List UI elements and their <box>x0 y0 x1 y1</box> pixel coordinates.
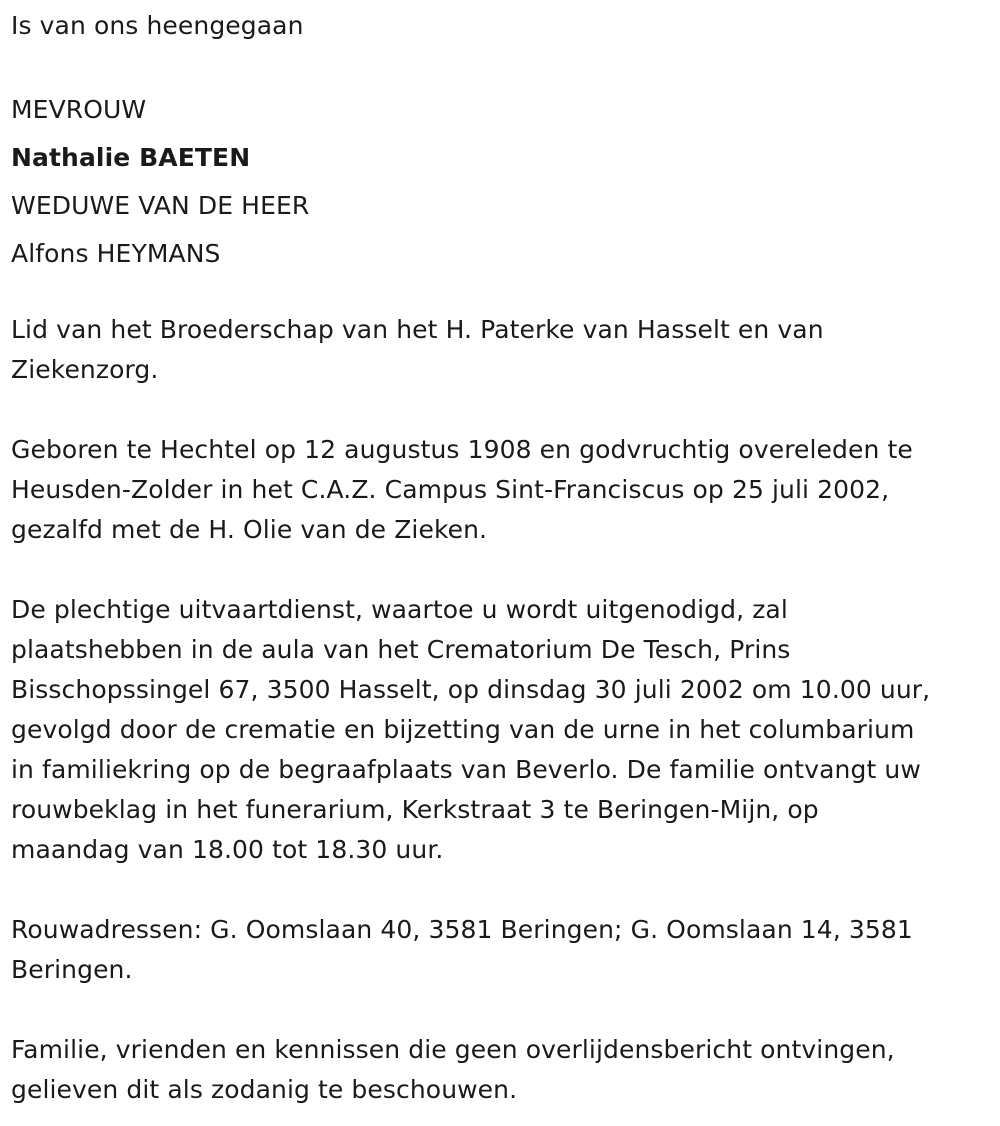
paragraph-line: Lid van het Broederschap van het H. Paterke van Hasselt en van <box>11 315 824 344</box>
membership-paragraph <box>11 310 986 390</box>
relation-line: WEDUWE VAN DE HEER <box>11 191 310 220</box>
spacer <box>11 390 986 430</box>
paragraph-line: De plechtige uitvaartdienst, waartoe u wordt uitgenodigd, zal <box>11 595 788 624</box>
spacer <box>11 870 986 910</box>
spouse-name: Alfons HEYMANS <box>11 239 221 268</box>
spacer <box>11 46 986 86</box>
spacer <box>11 278 986 310</box>
paragraph-line: gevolgd door de crematie en bijzetting van de urne in het columbarium <box>11 715 915 744</box>
title-line: MEVROUW <box>11 95 147 124</box>
paragraph-line: Heusden-Zolder in het C.A.Z. Campus Sint-Franciscus op 25 juli 2002, <box>11 475 890 504</box>
paragraph-line: rouwbeklag in het funerarium, Kerkstraat 3 te Beringen-Mijn, op <box>11 795 819 824</box>
paragraph-line: Beringen. <box>11 955 133 984</box>
paragraph-line: maandag van 18.00 tot 18.30 uur. <box>11 835 444 864</box>
paragraph-line: Geboren te Hechtel op 12 augustus 1908 en godvruchtig overeleden te <box>11 435 913 464</box>
deceased-name: Nathalie BAETEN <box>11 143 251 172</box>
birth-death-paragraph <box>11 430 986 550</box>
paragraph-line: Bisschopssingel 67, 3500 Hasselt, op dinsdag 30 juli 2002 om 10.00 uur, <box>11 675 931 704</box>
spacer <box>11 550 986 590</box>
obituary-notice <box>11 0 986 1110</box>
paragraph-line: Rouwadressen: G. Oomslaan 40, 3581 Beringen; G. Oomslaan 14, 3581 <box>11 915 913 944</box>
paragraph-line: Ziekenzorg. <box>11 355 159 384</box>
paragraph-line: in familiekring op de begraafplaats van Beverlo. De familie ontvangt uw <box>11 755 921 784</box>
paragraph-line: gelieven dit als zodanig te beschouwen. <box>11 1075 518 1104</box>
spacer <box>11 990 986 1030</box>
addresses-paragraph <box>11 910 986 990</box>
paragraph-line: gezalfd met de H. Olie van de Zieken. <box>11 515 488 544</box>
paragraph-line: plaatshebben in de aula van het Crematorium De Tesch, Prins <box>11 635 791 664</box>
intro-line: Is van ons heengegaan <box>11 11 304 40</box>
closing-paragraph <box>11 1030 986 1110</box>
paragraph-line: Familie, vrienden en kennissen die geen overlijdensbericht ontvingen, <box>11 1035 895 1064</box>
funeral-paragraph <box>11 590 986 870</box>
